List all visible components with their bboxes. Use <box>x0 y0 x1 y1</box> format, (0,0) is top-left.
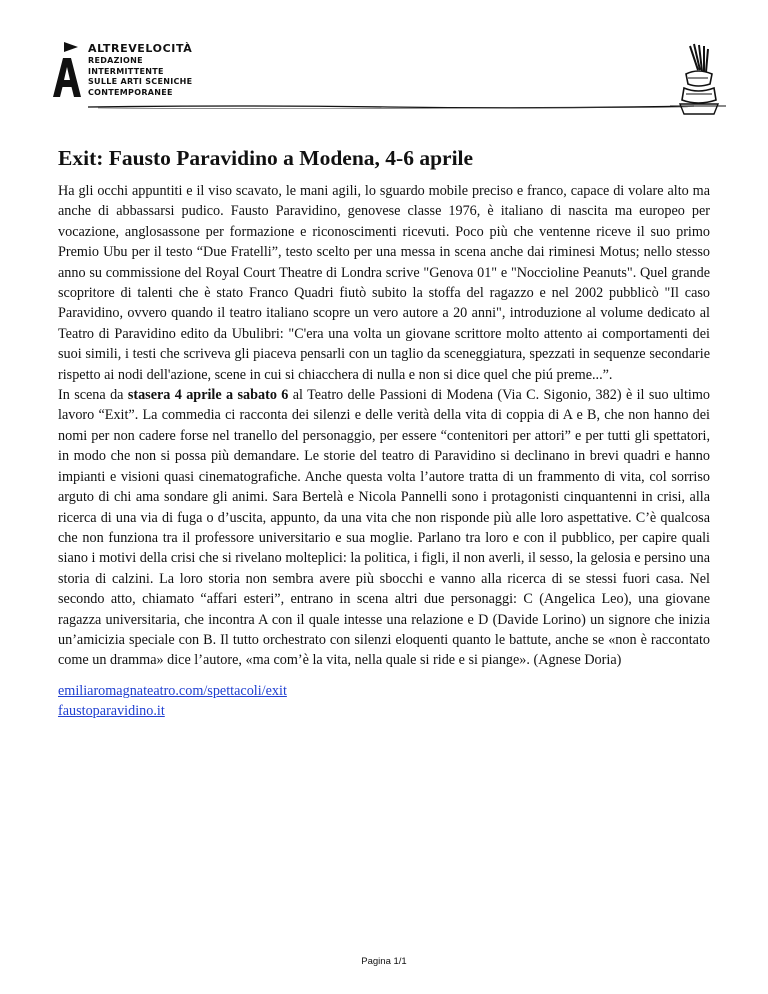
links <box>58 681 287 722</box>
link-faustoparavidino[interactable]: faustoparavidino.it <box>58 703 165 720</box>
paragraph <box>58 385 710 671</box>
header-divider <box>88 103 694 111</box>
link-emiliaromagnateatro[interactable]: emiliaromagnateatro.com/spettacoli/exit <box>58 683 287 699</box>
logo-line: SULLE ARTI SCENICHE <box>88 77 193 86</box>
article-body <box>58 181 710 671</box>
logo-line: INTERMITTENTE <box>88 66 164 76</box>
altrevelocita-logo-icon <box>50 40 82 100</box>
page-title: Exit: Fausto Paravidino a Modena, 4-6 aprile <box>58 146 474 170</box>
logo-text <box>88 42 192 97</box>
logo-name: ALTREVELOCITÀ <box>88 42 193 55</box>
dates-emphasis: stasera 4 aprile a sabato 6 <box>127 387 289 404</box>
page-number: Pagina 1/1 <box>361 956 407 967</box>
logo-line: REDAZIONE <box>88 56 143 65</box>
logo-line: CONTEMPORANEE <box>88 87 173 97</box>
header <box>44 40 728 120</box>
paragraph: Ha gli occhi appuntiti e il viso scavato, le mani agili, lo sguardo mobile preciso e franco, capace di volare alto ma anche di abbassarsi pudico. Fausto Paravidino, genovese classe 1976, è italiano di nascita ma europeo per vocazione, anglosassone per formazione e riconoscimenti ricevuti. Poco più che ventenne riceve il suo primo Premio Ubu per il testo “Due Fratelli”, testo scelto per una messa in scena anche dai riminesi Motus; nello stesso anno su commissione del Royal Court Theatre di Londra scrive "Genova 01" e "Noccioline Peanuts". Quel grande scopritore di talenti che è stato Franco Quadri fiutò subito la stoffa del ragazzo e nel 2002 pubblicò "Il caso Paravidino, ovvero quando il teatro italiano scopre un vero autore a 20 anni", introduzione al volume dedicato al Teatro di Paravidino edito da Ubulibri: "C'era una volta un giovane scrittore molto attento ai comportamenti dei suoi simili, i testi che scriveva gli piaceva pensarli con un taglio da sceneggiatura, spezzati in sequenze secondarie rispetto ai nodi dell'azione, scene in cui si chiacchera di nulla e non si dice quel che piú preme...”. <box>58 183 710 383</box>
paragraph-rest: al Teatro delle Passioni di Modena (Via C. Sigonio, 382) è il suo ultimo lavoro “Exit”. La commedia ci racconta dei silenzi e delle verità della vita di coppia di A e B, che non hanno dei nomi per non cadere forse nel tranello del personaggio, per essere “contenitori per attori” e per tutti gli spettatori, in modo che non si possa più demandare. Le storie del teatro di Paravidino si declinano in brevi quadri e hanno impianti e visioni quasi cinematografiche. Anche questa volta l’autore tratta di un frammento di vita, col sorriso arguto di chi ama sondare gli animi. Sara Bertelà e Nicola Pannelli sono i protagonisti cinquantenni in crisi, alla ricerca di una via di fuga o d’uscita, appunto, da una vita che non risponde più alle loro aspettative. C’è qualcosa che non funziona tra il professore universitario e sua moglie. Parlano tra loro e con il pubblico, per capire quali siano i motivi della crisi che si rivelano molteplici: la politica, i figli, il non averli, il sesso, la gelosia e persino una storia di calzini. La loro storia non sembra avere più sbocchi e vanno alla ricerca di se stessi fuori casa. Nel secondo atto, chiamato “affari esteri”, entrano in scena altri due personaggi: C (Angelica Leo), una giovane ragazza universitaria, che incontra A con il quale intesse una relazione e D (Davide Lorino) un signore che inizia un’amicizia speciale con B. Il tutto orchestrato con silenzi eloquenti quanto le battute, anche se «non è raccontato come un dramma» dice l’autore, «ma com’è la vita, nella quale si ride e si piange». (Agnese Doria) <box>58 387 710 669</box>
writer-sketch-icon <box>668 40 728 120</box>
paragraph-intro: In scena da <box>58 387 128 404</box>
